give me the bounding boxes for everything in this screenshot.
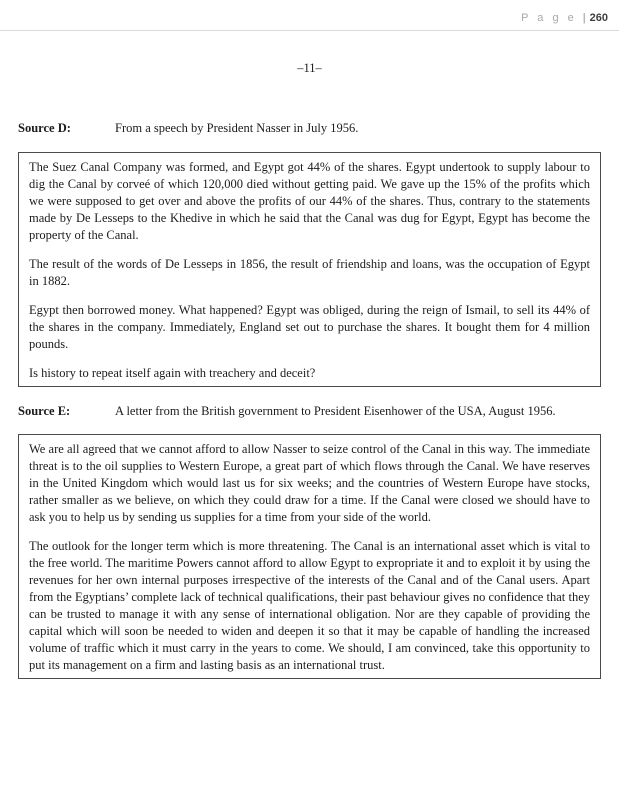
source-e-paragraph-2: The outlook for the longer term which is more threatening. The Canal is an international asset which is vital to the free world. The maritime Powers cannot afford to allow Egypt to expropriate it and to exploit it by using the revenues for her own internal purposes irrespective of the interests of the Canal and of the Canal users. Apart from the Egyptians’ complete lack of technical qualifications, their past behaviour gives no confidence that they can be trusted to manage it with any sense of international obligation. Nor are they capable of providing the capital which will soon be needed to widen and deepen it so that it may be capable of handling the increased volume of traffic which it must carry in the years to come. We should, I am convinced, take this opportunity to put its management on a firm and lasting basis as an international trust. (29, 539, 590, 672)
source-d-label: Source D: (18, 121, 71, 135)
source-e-paragraph-1: We are all agreed that we cannot afford to allow Nasser to seize control of the Canal in this way. The immediate threat is to the oil supplies to Western Europe, a great part of which flows through the Canal. We have reserves in the United Kingdom which would last us for six weeks; and the countries of Western Europe have stocks, rather smaller as we believe, on which they could draw for a time. If the Canal were closed we should have to ask you to help us by sending us supplies for a time from your side of the world. (29, 442, 590, 524)
source-d-heading (18, 120, 601, 137)
source-d-paragraph-2: The result of the words of De Lesseps in 1856, the result of friendship and loans, was the occupation of Egypt in 1882. (29, 257, 590, 288)
source-d-paragraph-3: Egypt then borrowed money. What happened? Egypt was obliged, during the reign of Ismail, to sell its 44% of the shares in the company. Immediately, England set out to purchase the shares. It bought them for 4 million pounds. (29, 303, 590, 351)
page-header-separator: | (582, 12, 586, 24)
source-e-label: Source E: (18, 404, 71, 418)
source-e-box (18, 434, 601, 679)
source-d-caption: From a speech by President Nasser in July 1956. (115, 121, 359, 135)
source-d-paragraph-4: Is history to repeat itself again with treachery and deceit? (29, 366, 316, 380)
source-e-caption: A letter from the British government to President Eisenhower of the USA, August 1956. (115, 404, 556, 418)
page-number: 260 (589, 12, 608, 24)
source-e-heading (18, 403, 601, 420)
page-header (0, 0, 619, 31)
source-d-box (18, 152, 601, 387)
source-d-paragraph-1: The Suez Canal Company was formed, and Egypt got 44% of the shares. Egypt undertook to supply labour to dig the Canal by corveé of which 120,000 died without getting paid. We gave up the 15% of the profits which we were supposed to get over and above the profits of our 44% of the shares. Thus, contrary to the statements made by De Lesseps to the Khedive in which he said that the Canal was dug for Egypt, Egypt has become the property of the Canal. (29, 160, 590, 242)
page-header-word: P a g e (521, 12, 577, 24)
page-marker: –11– (297, 61, 322, 75)
